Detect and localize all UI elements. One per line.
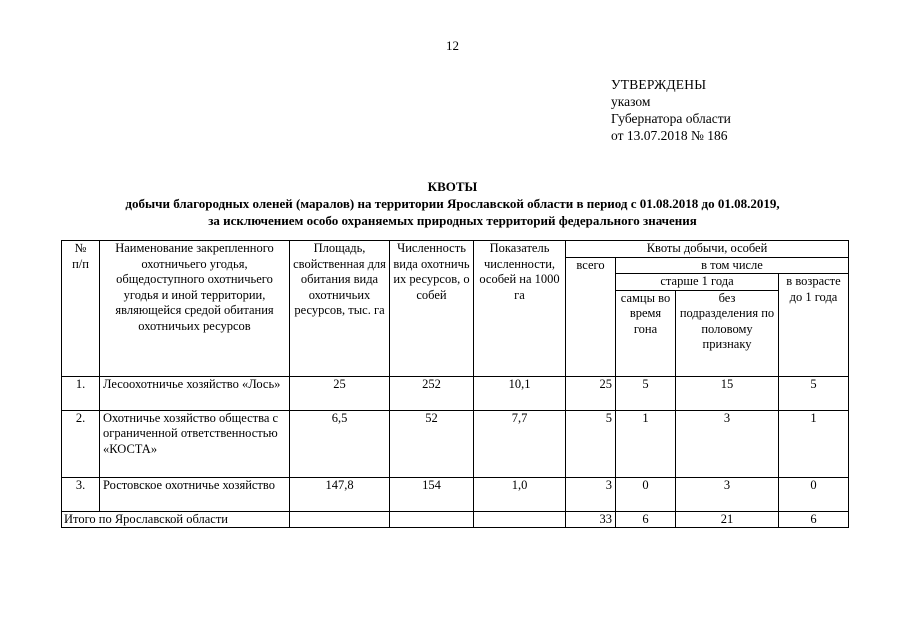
approval-line: указом <box>611 94 651 109</box>
header-row <box>62 241 849 258</box>
cell-young: 5 <box>779 376 849 410</box>
cell-count: 252 <box>390 376 474 410</box>
cell-area: 147,8 <box>290 477 390 511</box>
quota-table <box>61 240 849 528</box>
table-row <box>62 376 849 410</box>
title-line: за исключением особо охраняемых природных территорий федерального значения <box>208 213 697 228</box>
cell-count: 154 <box>390 477 474 511</box>
cell-nosex: 15 <box>676 376 779 410</box>
header-nosex: без подразделения по половому признаку <box>676 290 779 376</box>
header-count: Численность вида охотничьих ресурсов, особей <box>390 241 474 377</box>
cell-num: 1. <box>62 376 100 410</box>
cell-area: 25 <box>290 376 390 410</box>
cell-index: 1,0 <box>474 477 566 511</box>
totals-index <box>474 511 566 528</box>
header-index: Показатель численности, особей на 1000 га <box>474 241 566 377</box>
cell-total: 3 <box>566 477 616 511</box>
cell-males: 1 <box>616 410 676 477</box>
table-row <box>62 410 849 477</box>
title-line: добычи благородных оленей (маралов) на территории Ярославской области в период с 01.08.2018 до 01.08.2019, <box>125 196 780 211</box>
totals-males: 6 <box>616 511 676 528</box>
approval-stamp <box>611 76 731 144</box>
header-num: № п/п <box>62 241 100 377</box>
cell-nosex: 3 <box>676 477 779 511</box>
header-name: Наименование закрепленного охотничьего угодья, общедоступного охотничьего угодья и иной территории, являющейся средой обитания охотничьих ресурсов <box>100 241 290 377</box>
totals-label: Итого по Ярославской области <box>62 511 290 528</box>
cell-name: Лесоохотничье хозяйство «Лось» <box>100 376 290 410</box>
totals-total: 33 <box>566 511 616 528</box>
approval-line: от 13.07.2018 № 186 <box>611 128 728 143</box>
title-heading: КВОТЫ <box>427 179 478 194</box>
header-incl: в том числе <box>616 257 849 274</box>
cell-males: 5 <box>616 376 676 410</box>
table-row <box>62 477 849 511</box>
cell-num: 3. <box>62 477 100 511</box>
page-number: 12 <box>446 38 459 53</box>
cell-num: 2. <box>62 410 100 477</box>
approval-line: Губернатора области <box>611 111 731 126</box>
cell-total: 5 <box>566 410 616 477</box>
cell-area: 6,5 <box>290 410 390 477</box>
cell-nosex: 3 <box>676 410 779 477</box>
cell-count: 52 <box>390 410 474 477</box>
cell-males: 0 <box>616 477 676 511</box>
approval-line: УТВЕРЖДЕНЫ <box>611 77 707 92</box>
totals-row <box>62 511 849 528</box>
totals-area <box>290 511 390 528</box>
totals-young: 6 <box>779 511 849 528</box>
cell-young: 1 <box>779 410 849 477</box>
header-total: всего <box>566 257 616 376</box>
cell-name: Охотничье хозяйство общества с ограниченной ответственностью «КОСТА» <box>100 410 290 477</box>
cell-young: 0 <box>779 477 849 511</box>
header-older: старше 1 года <box>616 274 779 291</box>
totals-nosex: 21 <box>676 511 779 528</box>
header-area: Площадь, свойственная для обитания вида охотничьих ресурсов, тыс. га <box>290 241 390 377</box>
cell-name: Ростовское охотничье хозяйство <box>100 477 290 511</box>
document-title <box>0 178 905 229</box>
header-quota: Квоты добычи, особей <box>566 241 849 258</box>
cell-total: 25 <box>566 376 616 410</box>
cell-index: 10,1 <box>474 376 566 410</box>
header-males: самцы во время гона <box>616 290 676 376</box>
header-young: в возрасте до 1 года <box>779 274 849 377</box>
cell-index: 7,7 <box>474 410 566 477</box>
totals-count <box>390 511 474 528</box>
